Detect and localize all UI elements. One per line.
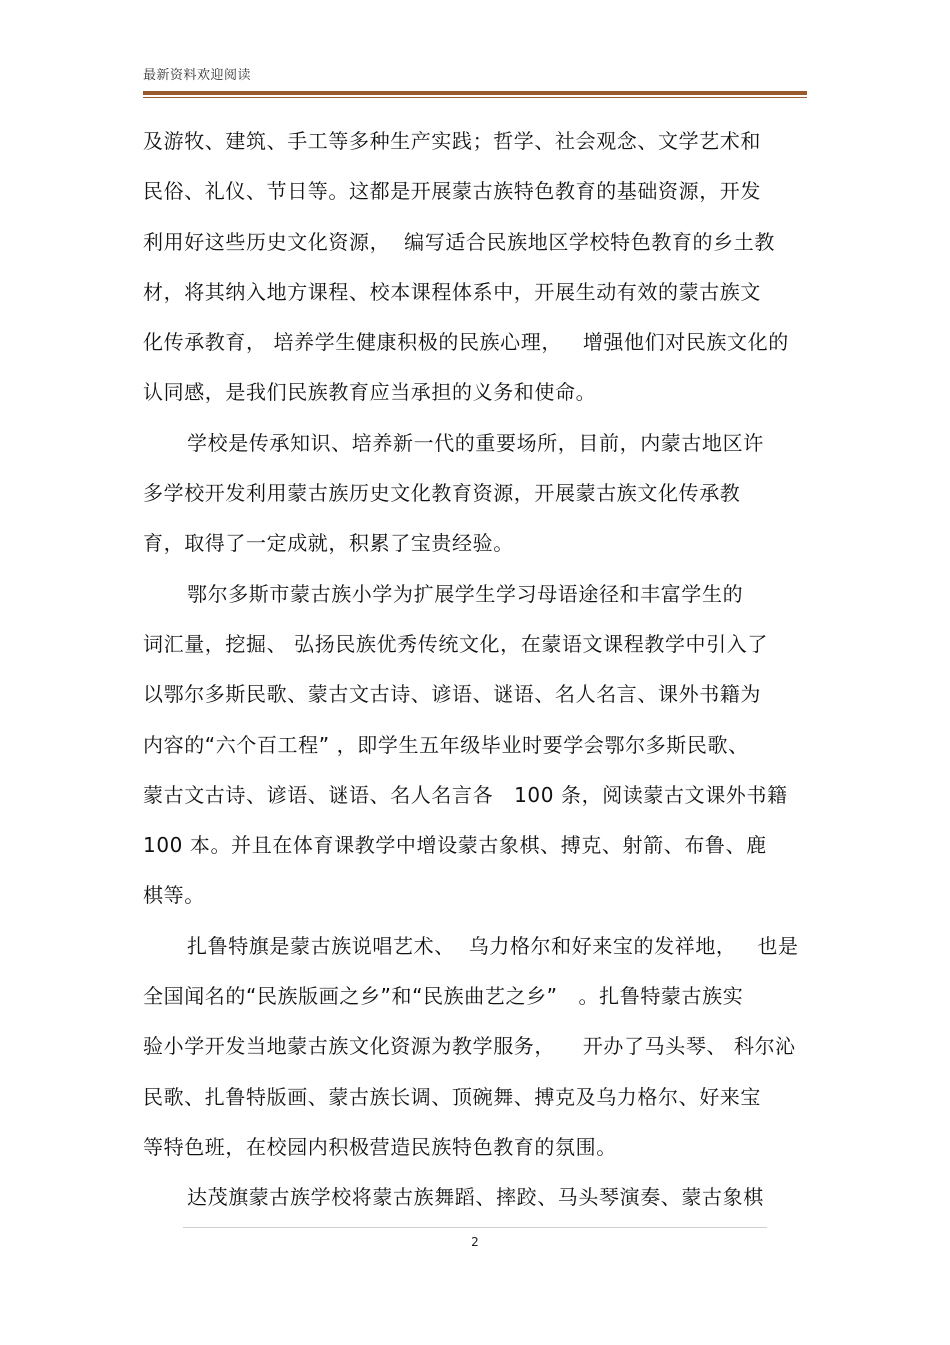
paragraph-start-line: 达茂旗蒙古族学校将蒙古族舞蹈、摔跤、马头琴演奏、蒙古象棋 <box>187 1185 764 1210</box>
page-header-text: 最新资料欢迎阅读 <box>143 68 252 83</box>
text-line: 多学校开发利用蒙古族历史文化教育资源，开展蒙古族文化传承教 <box>143 481 741 506</box>
paragraph-start-line: 鄂尔多斯市蒙古族小学为扩展学生学习母语途径和丰富学生的 <box>187 581 744 606</box>
text-line: 民歌、扎鲁特版画、蒙古族长调、顶碗舞、搏克及乌力格尔、好来宝 <box>143 1084 761 1109</box>
text-line: 民俗、礼仪、节日等。这都是开展蒙古族特色教育的基础资源，开发 <box>143 179 761 204</box>
paragraph-start-line: 学校是传承知识、培养新一代的重要场所，目前，内蒙古地区许 <box>187 430 764 455</box>
text-line: 100 本。并且在体育课教学中增设蒙古象棋、搏克、射箭、布鲁、鹿 <box>143 833 767 858</box>
text-line: 内容的“六个百工程” ，即学生五年级毕业时要学会鄂尔多斯民歌、 <box>143 732 749 757</box>
header-divider-thick <box>143 91 807 95</box>
text-line: 全国闻名的“民族版画之乡”和“民族曲艺之乡” 。扎鲁特蒙古族实 <box>143 984 744 1009</box>
text-line: 等特色班，在校园内积极营造民族特色教育的氛围。 <box>143 1134 617 1159</box>
text-line: 及游牧、建筑、手工等多种生产实践；哲学、社会观念、文学艺术和 <box>143 129 761 153</box>
text-line: 化传承教育， 培养学生健康积极的民族心理， 增强他们对民族文化的 <box>143 330 789 355</box>
text-line: 棋等。 <box>143 883 205 908</box>
document-body <box>143 124 807 1231</box>
text-line: 育，取得了一定成就，积累了宝贵经验。 <box>143 531 514 556</box>
header-divider-thin <box>143 97 807 98</box>
text-line: 认同感，是我们民族教育应当承担的义务和使命。 <box>143 380 597 405</box>
text-line: 验小学开发当地蒙古族文化资源为教学服务， 开办了马头琴、 科尔沁 <box>143 1034 796 1059</box>
paragraph-start-line: 扎鲁特旗是蒙古族说唱艺术、 乌力格尔和好来宝的发祥地， 也是 <box>187 933 799 958</box>
text-line: 词汇量，挖掘、 弘扬民族优秀传统文化，在蒙语文课程教学中引入了 <box>143 631 768 656</box>
footer-divider <box>183 1227 767 1228</box>
text-line: 蒙古文古诗、谚语、谜语、名人名言各 100 条，阅读蒙古文课外书籍 <box>143 782 788 807</box>
text-line: 材，将其纳入地方课程、校本课程体系中，开展生动有效的蒙古族文 <box>143 279 761 304</box>
page-number: 2 <box>471 1235 479 1249</box>
text-line: 利用好这些历史文化资源， 编写适合民族地区学校特色教育的乡土教 <box>143 229 775 254</box>
text-line: 以鄂尔多斯民歌、蒙古文古诗、谚语、谜语、名人名言、课外书籍为 <box>143 682 761 707</box>
